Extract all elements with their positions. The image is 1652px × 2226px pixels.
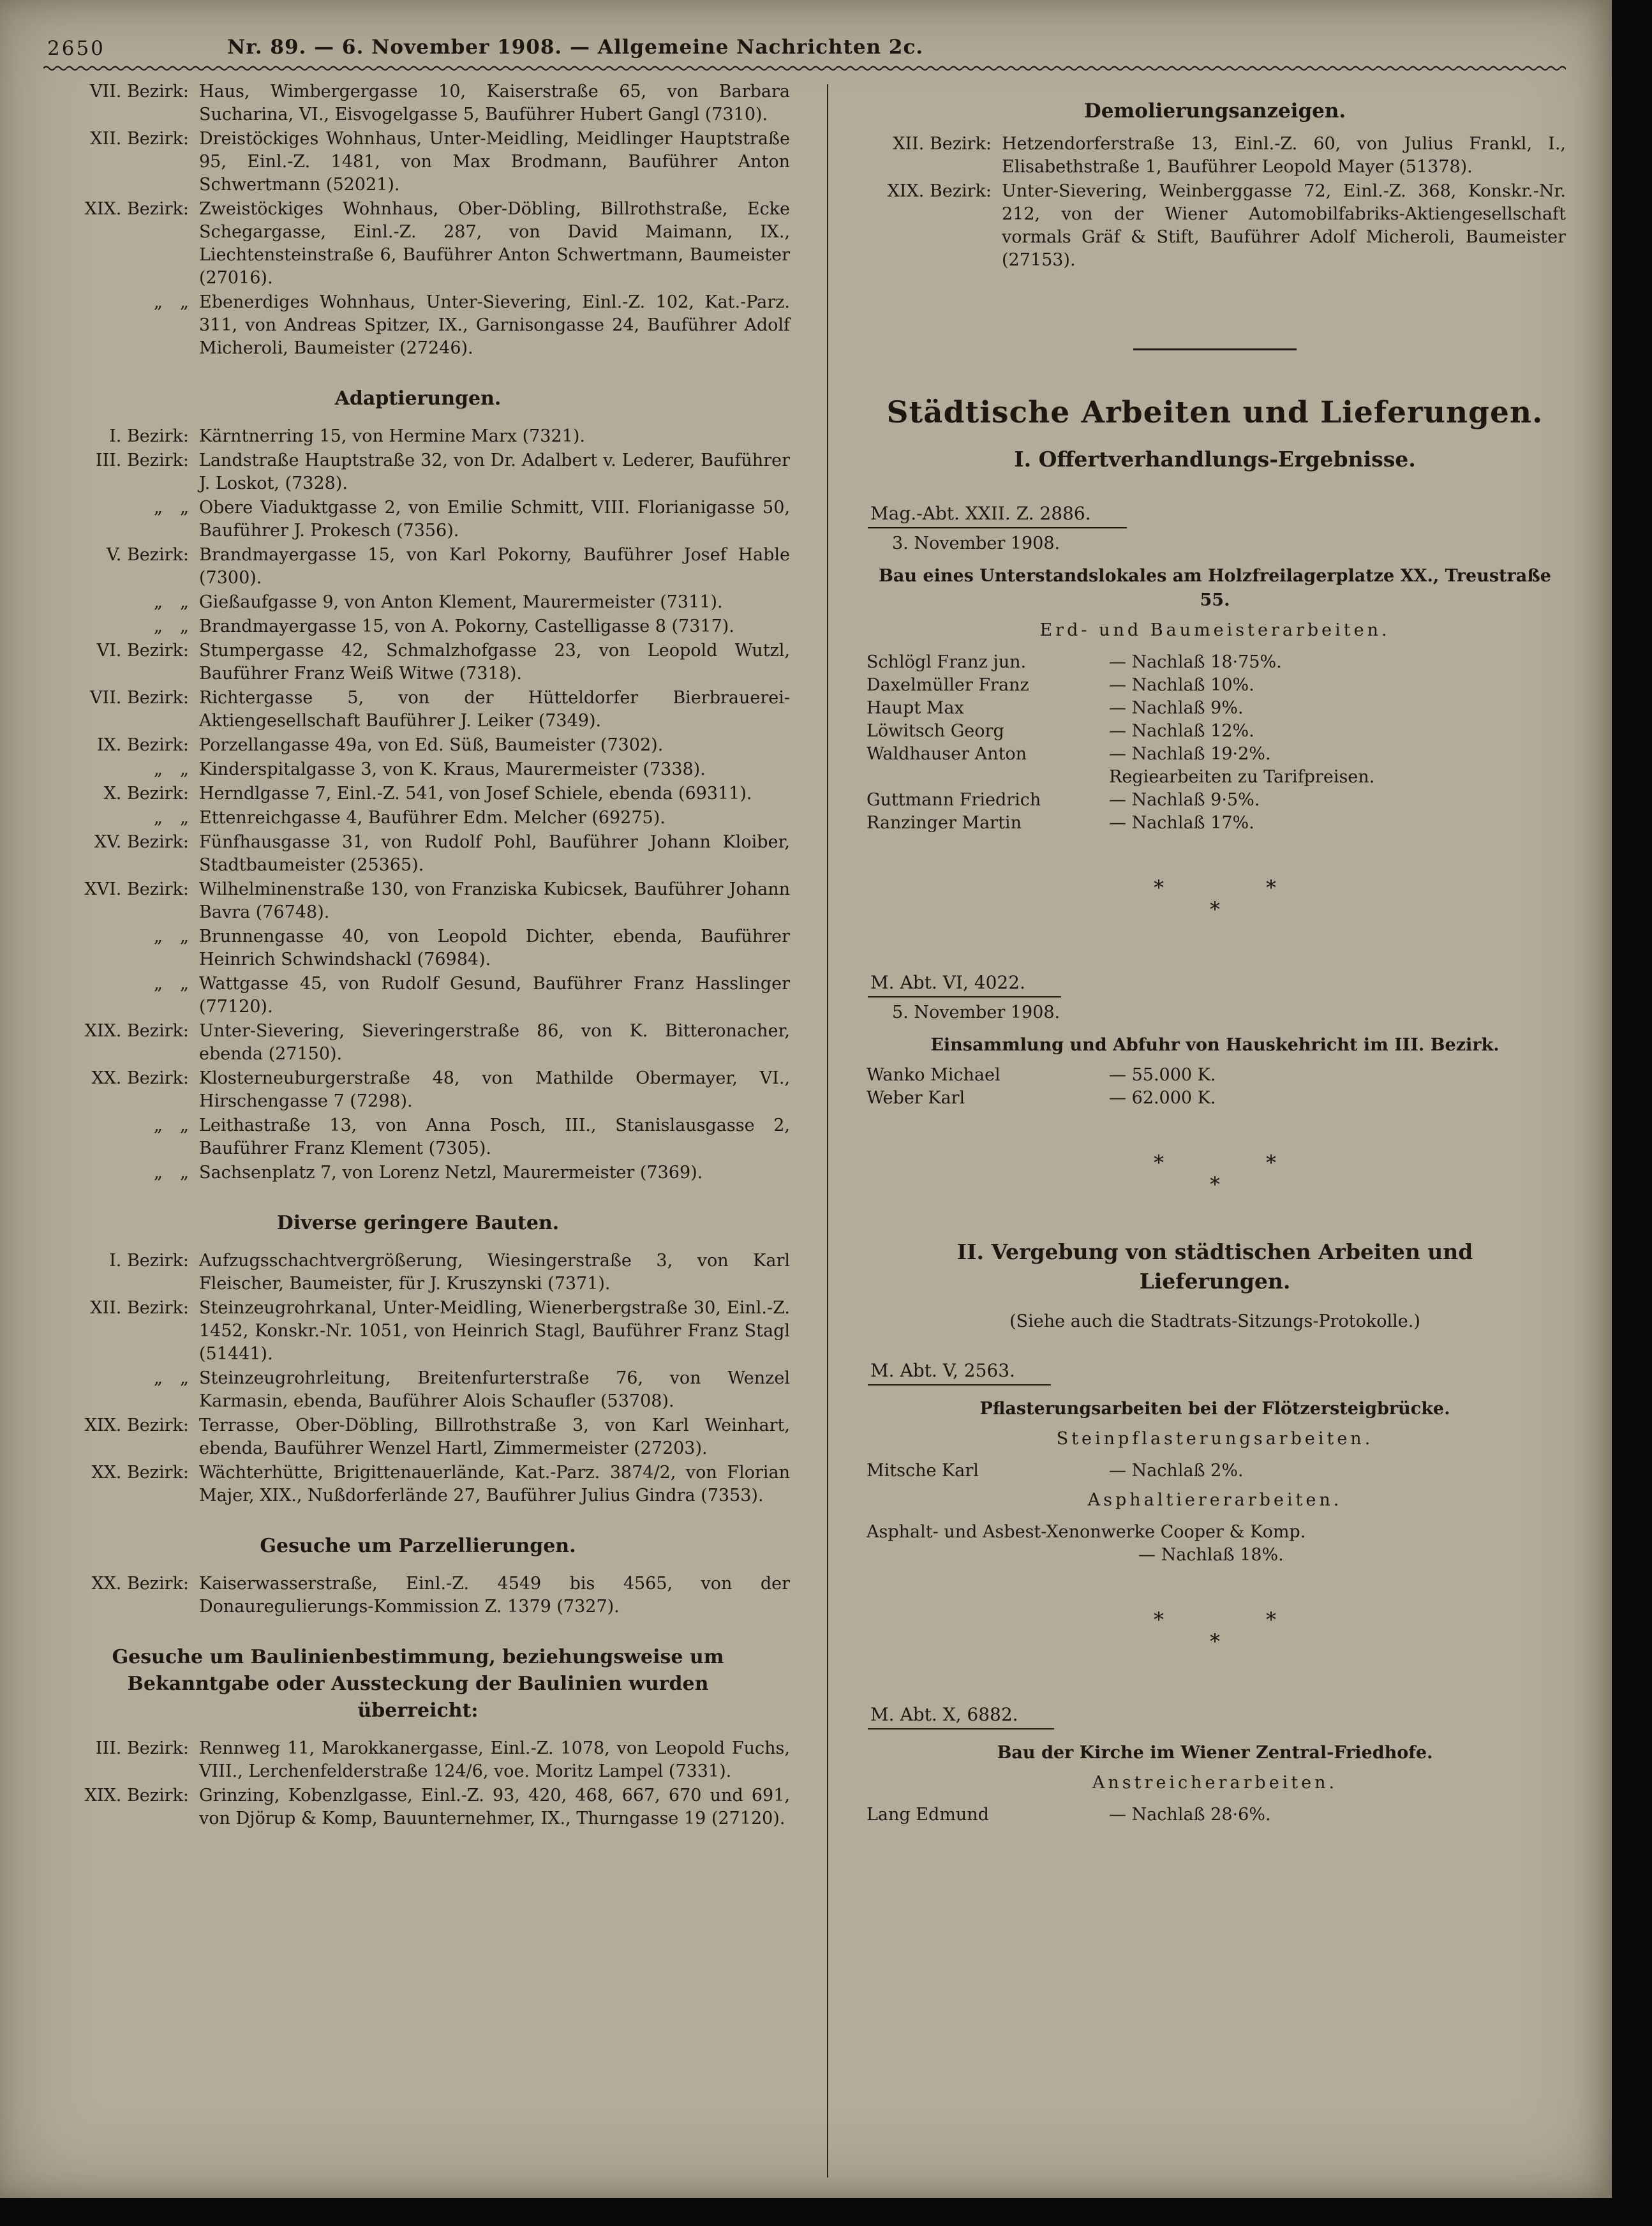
entry-text: Obere Viaduktgasse 2, von Emilie Schmitt, VIII. Florianigasse 50, Bauführer J. Prokesch (7356). (199, 498, 790, 541)
list-item (46, 425, 790, 448)
entry-text: Porzellangasse 49a, von Ed. Süß, Baumeister (7302). (199, 735, 664, 755)
page-header (0, 0, 1612, 78)
entry-text: Leithastraße 13, von Anna Posch, III., Stanislausgasse 2, Bauführer Franz Klement (7305). (199, 1116, 790, 1158)
entry-text: Rennweg 11, Marokkanergasse, Einl.-Z. 1078, von Leopold Fuchs, VIII., Lerchenfelderstraße 124/6, voe. Moritz Lampel (7331). (199, 1738, 790, 1781)
entry-text: Herndlgasse 7, Einl.-Z. 541, von Josef Schiele, ebenda (69311). (199, 784, 752, 803)
notice-m-abt-v (864, 1350, 1566, 1567)
bidder-name: Waldhauser Anton (867, 744, 1027, 764)
notice-reference: Mag.-Abt. XXII. Z. 2886. (868, 502, 1127, 528)
entry-district-label: „ „ (154, 1116, 189, 1135)
entry-district-label: XII. Bezirk: (90, 1298, 189, 1318)
entry-text: Landstraße Hauptstraße 32, von Dr. Adalbert v. Lederer, Bauführer J. Loskot, (7328). (199, 451, 790, 493)
notice-reference: M. Abt. VI, 4022. (868, 971, 1061, 997)
entry-district-label: XX. Bezirk: (91, 1463, 189, 1483)
notice-title: Bau der Kirche im Wiener Zentral-Friedhofe. (997, 1743, 1433, 1763)
entry-district-label: „ „ (154, 974, 189, 994)
entry-district-label: III. Bezirk: (95, 451, 189, 470)
entry-district-label: III. Bezirk: (95, 1738, 189, 1758)
entry-district-label: I. Bezirk: (109, 1251, 189, 1271)
entry-district-label: XIX. Bezirk: (84, 1021, 189, 1041)
star-separator-bottom: * (1210, 1172, 1220, 1197)
table-row (867, 766, 1566, 789)
entry-text: Ebenerdiges Wohnhaus, Unter-Sievering, Einl.-Z. 102, Kat.-Parz. 311, von Andreas Spitzer, IX., Garnisongasse 24, Bauführer Adolf Micheroli, Baumeister (27246). (199, 292, 790, 358)
entry-text: Haus, Wimbergergasse 10, Kaiserstraße 65, von Barbara Sucharina, VI., Eisvogelgasse 5, Bauführer Hubert Gangl (7310). (199, 82, 790, 124)
demolierungen-entries (864, 133, 1566, 272)
list-item (46, 1367, 790, 1413)
entry-district-label: XII. Bezirk: (893, 134, 992, 154)
notice-title: Einsammlung und Abfuhr von Hauskehricht im III. Bezirk. (930, 1035, 1499, 1055)
left-column (46, 80, 790, 2177)
bidder-name: Mitsche Karl (867, 1461, 979, 1481)
bid-result: — Nachlaß 18%. (1138, 1545, 1284, 1565)
entry-district-label: XX. Bezirk: (91, 1574, 189, 1594)
entry-text: Stumpergasse 42, Schmalzhofgasse 23, von Leopold Wutzl, Bauführer Franz Weiß Witwe (7318). (199, 641, 790, 683)
notice-reference: M. Abt. X, 6882. (868, 1703, 1054, 1729)
entry-district-label: „ „ (154, 592, 189, 612)
bidder-name: Löwitsch Georg (867, 721, 1004, 741)
list-item (46, 1114, 790, 1160)
entry-district-label: „ „ (154, 927, 189, 946)
right-column (864, 80, 1566, 2177)
bidder-name: Schlögl Franz jun. (867, 652, 1027, 672)
list-item (46, 1572, 790, 1618)
entry-text: Richtergasse 5, von der Hütteldorfer Bierbrauerei-Aktiengesellschaft Bauführer J. Leiker (7349). (199, 688, 790, 731)
entry-text: Zweistöckiges Wohnhaus, Ober-Döbling, Billrothstraße, Ecke Schegargasse, Einl.-Z. 287, von David Maimann, IX., Liechtensteinstraße 6, Bauführer Anton Schwertmann, Baumeister (27016). (199, 199, 790, 288)
entry-district-label: „ „ (154, 616, 189, 636)
section-heading-demolierungen: Demolierungsanzeigen. (1083, 100, 1346, 123)
table-row (867, 1064, 1566, 1087)
bid-results-table (867, 1064, 1566, 1110)
entry-text: Fünfhausgasse 31, von Rudolf Pohl, Bauführer Johann Kloiber, Stadtbaumeister (25365). (199, 832, 790, 875)
list-item (46, 128, 790, 197)
bid-result: Regiearbeiten zu Tarifpreisen. (1109, 767, 1375, 787)
list-item (46, 80, 790, 126)
bid-results-table (867, 1460, 1566, 1483)
bid-results-table (867, 1804, 1566, 1826)
entry-text: Wattgasse 45, von Rudolf Gesund, Bauführer Franz Hasslinger (77120). (199, 974, 790, 1017)
entry-district-label: IX. Bezirk: (96, 735, 189, 755)
bidder-name: Haupt Max (867, 698, 964, 718)
list-item (46, 1297, 790, 1366)
offert-ergebnisse-heading: I. Offertverhandlungs-Ergebnisse. (1014, 447, 1416, 472)
star-separator-top: * * (1154, 876, 1276, 900)
page-columns (0, 78, 1612, 2177)
bid-result: — 55.000 K. (1109, 1065, 1216, 1085)
star-separator-top: * * (1154, 1608, 1276, 1632)
entry-text: Brandmayergasse 15, von Karl Pokorny, Bauführer Josef Hable (7300). (199, 545, 790, 588)
entry-text: Wilhelminenstraße 130, von Franziska Kubicsek, Bauführer Johann Bavra (76748). (199, 879, 790, 922)
entry-district-label: X. Bezirk: (103, 784, 189, 803)
table-row (867, 674, 1566, 697)
bidder-name-long: Asphalt- und Asbest-Xenonwerke Cooper & Komp. (867, 1522, 1306, 1542)
header-rule (43, 65, 1566, 71)
bidder-name (867, 766, 1109, 789)
entry-district-label: „ „ (154, 292, 189, 312)
entry-text: Kaiserwasserstraße, Einl.-Z. 4549 bis 4565, von der Donauregulierungs-Kommission Z. 1379 (7327). (199, 1574, 790, 1617)
trade-subtitle: Anstreicherarbeiten. (1092, 1773, 1338, 1793)
table-row (867, 720, 1566, 743)
main-section-heading: Städtische Arbeiten und Lieferungen. (886, 395, 1544, 430)
entry-district-label: „ „ (154, 759, 189, 779)
list-item (46, 973, 790, 1019)
notice-date: 3. November 1908. (892, 534, 1060, 553)
bid-result: — Nachlaß 19·2%. (1109, 744, 1271, 764)
entry-district-label: VI. Bezirk: (96, 641, 189, 661)
page-number: 2650 (47, 37, 105, 60)
entry-text: Hetzendorferstraße 13, Einl.-Z. 60, von Julius Frankl, I., Elisabethstraße 1, Bauführer Leopold Mayer (51378). (1002, 134, 1566, 177)
entry-district-label: VII. Bezirk: (89, 82, 189, 101)
notice-title: Pflasterungsarbeiten bei der Flötzersteigbrücke. (979, 1399, 1450, 1419)
list-item (46, 831, 790, 877)
entry-district-label: XVI. Bezirk: (84, 879, 189, 899)
list-item (46, 544, 790, 590)
table-row (867, 743, 1566, 766)
section-heading-baulinien: Gesuche um Baulinienbestimmung, beziehungsweise um Bekanntgabe oder Aussteckung der Baulinien wurden überreicht: (112, 1646, 724, 1722)
section-heading-diverse-bauten: Diverse geringere Bauten. (276, 1212, 560, 1234)
entry-text: Brandmayergasse 15, von A. Pokorny, Castelligasse 8 (7317). (199, 616, 734, 636)
star-separator (864, 877, 1566, 920)
entry-text: Klosterneuburgerstraße 48, von Mathilde Obermayer, VI., Hirschengasse 7 (7298). (199, 1068, 790, 1111)
list-item (46, 1162, 790, 1184)
table-row (867, 697, 1566, 720)
entry-text: Unter-Sievering, Weinberggasse 72, Einl.-Z. 368, Konskr.-Nr. 212, von der Wiener Automobilfabriks-Aktiengesellschaft vormals Gräf & Stift, Bauführer Adolf Micheroli, Baumeister (27153). (1002, 181, 1566, 270)
list-item (46, 591, 790, 614)
table-row (867, 1460, 1566, 1483)
table-row (867, 812, 1566, 835)
bid-result: — Nachlaß 9·5%. (1109, 790, 1260, 810)
entry-text: Dreistöckiges Wohnhaus, Unter-Meidling, Meidlinger Hauptstraße 95, Einl.-Z. 1481, von Max Brodmann, Bauführer Anton Schwertmann (52021). (199, 129, 790, 195)
entry-district-label: V. Bezirk: (107, 545, 189, 565)
vergebung-heading: II. Vergebung von städtischen Arbeiten und Lieferungen. (956, 1239, 1473, 1294)
bid-result: — 62.000 K. (1109, 1088, 1216, 1108)
entry-district-label: XIX. Bezirk: (84, 1786, 189, 1805)
list-item (46, 1737, 790, 1783)
list-item (46, 1461, 790, 1507)
list-item (46, 1067, 790, 1113)
table-row (867, 1804, 1566, 1826)
list-item (46, 449, 790, 495)
bid-result: — Nachlaß 28·6%. (1109, 1805, 1271, 1825)
section-heading-adaptierungen: Adaptierungen. (334, 387, 502, 410)
list-item (46, 615, 790, 638)
baulinien-entries (46, 1737, 790, 1830)
entry-district-label: XV. Bezirk: (94, 832, 189, 852)
list-item (46, 687, 790, 733)
table-row (867, 1087, 1566, 1110)
bidder-name: Lang Edmund (867, 1805, 989, 1825)
table-row (867, 789, 1566, 812)
bid-result: — Nachlaß 18·75%. (1109, 652, 1282, 672)
star-separator-bottom: * (1210, 1629, 1220, 1654)
list-item (46, 758, 790, 781)
entry-district-label: XIX. Bezirk: (84, 1416, 189, 1435)
list-item (46, 1414, 790, 1460)
entry-text: Wächterhütte, Brigittenauerlände, Kat.-Parz. 3874/2, von Florian Majer, XIX., Nußdorferlände 27, Bauführer Julius Gindra (7353). (199, 1463, 790, 1505)
star-separator-top: * * (1154, 1151, 1276, 1175)
list-item (46, 878, 790, 924)
header-title: Nr. 89. — 6. November 1908. — Allgemeine Nachrichten 2c. (227, 36, 924, 59)
entry-text: Aufzugsschachtvergrößerung, Wiesingerstraße 3, von Karl Fleischer, Baumeister, für J. Kruszynski (7371). (199, 1251, 790, 1294)
list-item (46, 925, 790, 971)
trade-subtitle: Steinpflasterungsarbeiten. (1056, 1429, 1374, 1449)
list-item (864, 180, 1566, 272)
list-item (46, 291, 790, 360)
bidder-name: Weber Karl (867, 1088, 965, 1108)
adaptierungen-entries (46, 425, 790, 1184)
entry-text: Kinderspitalgasse 3, von K. Kraus, Maurermeister (7338). (199, 759, 706, 779)
entry-district-label: „ „ (154, 498, 189, 518)
entry-district-label: XIX. Bezirk: (84, 199, 189, 219)
section-divider-rule (1133, 348, 1297, 350)
bid-result: — Nachlaß 2%. (1109, 1461, 1244, 1481)
entry-text: Grinzing, Kobenzlgasse, Einl.-Z. 93, 420, 468, 667, 670 und 691, von Djörup & Komp, Bauunternehmer, IX., Thurngasse 19 (27120). (199, 1786, 790, 1828)
bid-result: — Nachlaß 10%. (1109, 675, 1254, 695)
trade-subtitle-2: Asphaltiererarbeiten. (1087, 1490, 1343, 1510)
entry-text: Unter-Sievering, Sieveringerstraße 86, von K. Bitteronacher, ebenda (27150). (199, 1021, 790, 1064)
list-item (46, 1020, 790, 1066)
list-item (46, 782, 790, 805)
bidder-name: Ranzinger Martin (867, 813, 1022, 833)
list-item (46, 807, 790, 830)
entry-text: Brunnengasse 40, von Leopold Dichter, ebenda, Bauführer Heinrich Schwindshackl (76984). (199, 927, 790, 969)
entry-text: Sachsenplatz 7, von Lorenz Netzl, Maurermeister (7369). (199, 1163, 703, 1183)
parzellierungen-entries (46, 1572, 790, 1618)
entry-district-label: I. Bezirk: (109, 426, 189, 446)
stadtrat-protokolle-note: (Siehe auch die Stadtrats-Sitzungs-Protokolle.) (1009, 1311, 1420, 1331)
entry-text: Steinzeugrohrkanal, Unter-Meidling, Wienerbergstraße 30, Einl.-Z. 1452, Konskr.-Nr. 1051, von Heinrich Stagl, Bauführer Franz Stagl (51441). (199, 1298, 790, 1364)
diverse-bauten-entries (46, 1250, 790, 1507)
entry-text: Kärntnerring 15, von Hermine Marx (7321). (199, 426, 585, 446)
entry-district-label: XX. Bezirk: (91, 1068, 189, 1088)
table-row (867, 651, 1566, 674)
bid-result: — Nachlaß 12%. (1109, 721, 1254, 741)
bid-result: — Nachlaß 9%. (1109, 698, 1244, 718)
bidder-name: Guttmann Friedrich (867, 790, 1041, 810)
column-divider (827, 84, 828, 2177)
bidder-name: Wanko Michael (867, 1065, 1001, 1085)
entry-district-label: „ „ (154, 808, 189, 828)
notice-m-abt-x (864, 1694, 1566, 1826)
entry-district-label: XII. Bezirk: (90, 129, 189, 149)
entry-text: Gießaufgasse 9, von Anton Klement, Maurermeister (7311). (199, 592, 723, 612)
entry-district-label: XIX. Bezirk: (887, 181, 992, 201)
entry-text: Ettenreichgasse 4, Bauführer Edm. Melcher (69275). (199, 808, 666, 828)
entry-district-label: „ „ (154, 1368, 189, 1388)
section-heading-parzellierungen: Gesuche um Parzellierungen. (260, 1535, 576, 1557)
list-item (46, 734, 790, 757)
list-item (46, 497, 790, 542)
star-separator (864, 1609, 1566, 1652)
list-item (46, 1784, 790, 1830)
entry-text: Terrasse, Ober-Döbling, Billrothstraße 3, von Karl Weinhart, ebenda, Bauführer Wenzel Hartl, Zimmermeister (27203). (199, 1416, 790, 1458)
list-item (864, 133, 1566, 179)
trade-subtitle: Erd- und Baumeisterarbeiten. (1039, 620, 1390, 640)
notice-mag-abt-xxii (864, 493, 1566, 835)
entry-district-label: VII. Bezirk: (89, 688, 189, 708)
list-item (46, 198, 790, 290)
bid-results-table (867, 651, 1566, 835)
bid-result: — Nachlaß 17%. (1109, 813, 1254, 833)
notice-date: 5. November 1908. (892, 1003, 1060, 1022)
entry-text: Steinzeugrohrleitung, Breitenfurterstraße 76, von Wenzel Karmasin, ebenda, Bauführer Alois Schaufler (53708). (199, 1368, 790, 1411)
star-separator (864, 1152, 1566, 1195)
list-item (46, 639, 790, 685)
star-separator-bottom: * (1210, 897, 1220, 922)
building-notices-continued (46, 80, 790, 360)
bidder-name: Daxelmüller Franz (867, 675, 1029, 695)
notice-reference: M. Abt. V, 2563. (868, 1359, 1051, 1386)
notice-m-abt-vi (864, 962, 1566, 1110)
notice-title: Bau eines Unterstandslokales am Holzfreilagerplatze XX., Treustraße 55. (879, 566, 1551, 610)
entry-district-label: „ „ (154, 1163, 189, 1183)
list-item (46, 1250, 790, 1296)
